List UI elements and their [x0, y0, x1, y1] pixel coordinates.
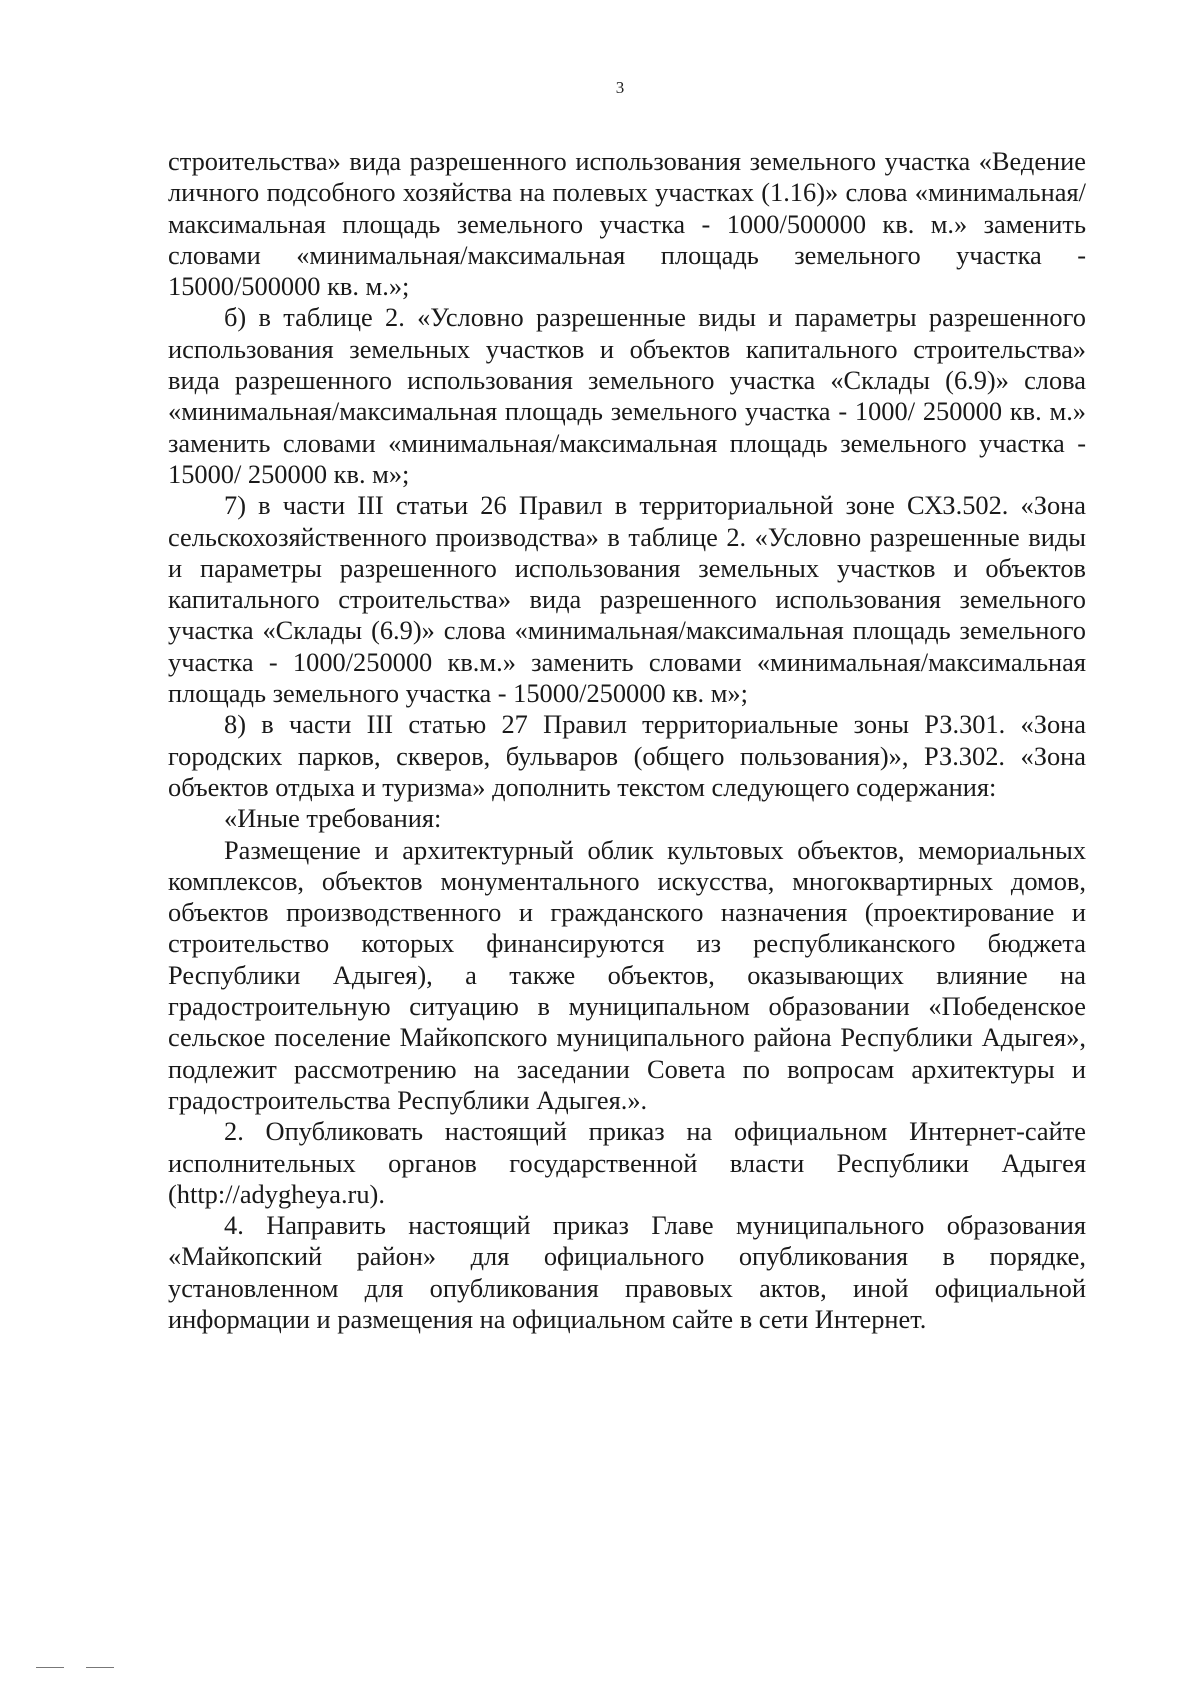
paragraph-other-requirements: Размещение и архитектурный облик культовых объектов, мемориальных комплексов, объектов монументального искусства, многоквартирных домов, объектов производственного и гражданского назначения (проектирование и строительство которых финансируются из республиканского бюджета Республики Адыгея), а также объектов, оказывающих влияние на градостроительную ситуацию в муниципальном образовании «Победенское сельское поселение Майкопского муниципального района Республики Адыгея», подлежит рассмотрению на заседании Совета по вопросам архитектуры и градостроительства Республики Адыгея.».	[168, 834, 1086, 1115]
paragraph-item-4: 4. Направить настоящий приказ Главе муниципального образования «Майкопский район» для официального опубликования в порядке, установленном для опубликования правовых актов, иной официальной информации и размещения на официальном сайте в сети Интернет.	[168, 1210, 1086, 1334]
paragraph-other-requirements-heading: «Иные требования:	[224, 803, 442, 834]
paragraph-continuation: строительства» вида разрешенного использования земельного участка «Ведение личного подсобного хозяйства на полевых участках (1.16)» слова «минимальная/максимальная площадь земельного участка - 1000/500000 кв. м.» заменить словами «минимальная/максимальная площадь земельного участка - 15000/500000 кв. м.»;	[168, 146, 1086, 302]
paragraph-item-2: 2. Опубликовать настоящий приказ на официальном Интернет-сайте исполнительных органов государственной власти Республики Адыгея (http://adygheya.ru).	[168, 1116, 1086, 1209]
document-body	[168, 146, 1086, 1335]
page-number: 3	[615, 78, 625, 97]
scan-artifact-line	[36, 1667, 64, 1668]
paragraph-item-7: 7) в части III статьи 26 Правил в территориальной зоне СХЗ.502. «Зона сельскохозяйственного производства» в таблице 2. «Условно разрешенные виды и параметры разрешенного использования земельных участков и объектов капитального строительства» вида разрешенного использования земельного участка «Склады (6.9)» слова «минимальная/максимальная площадь земельного участка - 1000/250000 кв.м.» заменить словами «минимальная/максимальная площадь земельного участка - 15000/250000 кв. м»;	[168, 490, 1086, 709]
paragraph-item-8: 8) в части III статью 27 Правил территориальные зоны РЗ.301. «Зона городских парков, скверов, бульваров (общего пользования)», РЗ.302. «Зона объектов отдыха и туризма» дополнить текстом следующего содержания:	[168, 709, 1086, 802]
scan-artifact-line	[86, 1667, 114, 1668]
paragraph-item-b: б) в таблице 2. «Условно разрешенные виды и параметры разрешенного использования земельных участков и объектов капитального строительства» вида разрешенного использования земельного участка «Склады (6.9)» слова «минимальная/максимальная площадь земельного участка - 1000/ 250000 кв. м.» заменить словами «минимальная/максимальная площадь земельного участка - 15000/ 250000 кв. м»;	[168, 302, 1086, 489]
